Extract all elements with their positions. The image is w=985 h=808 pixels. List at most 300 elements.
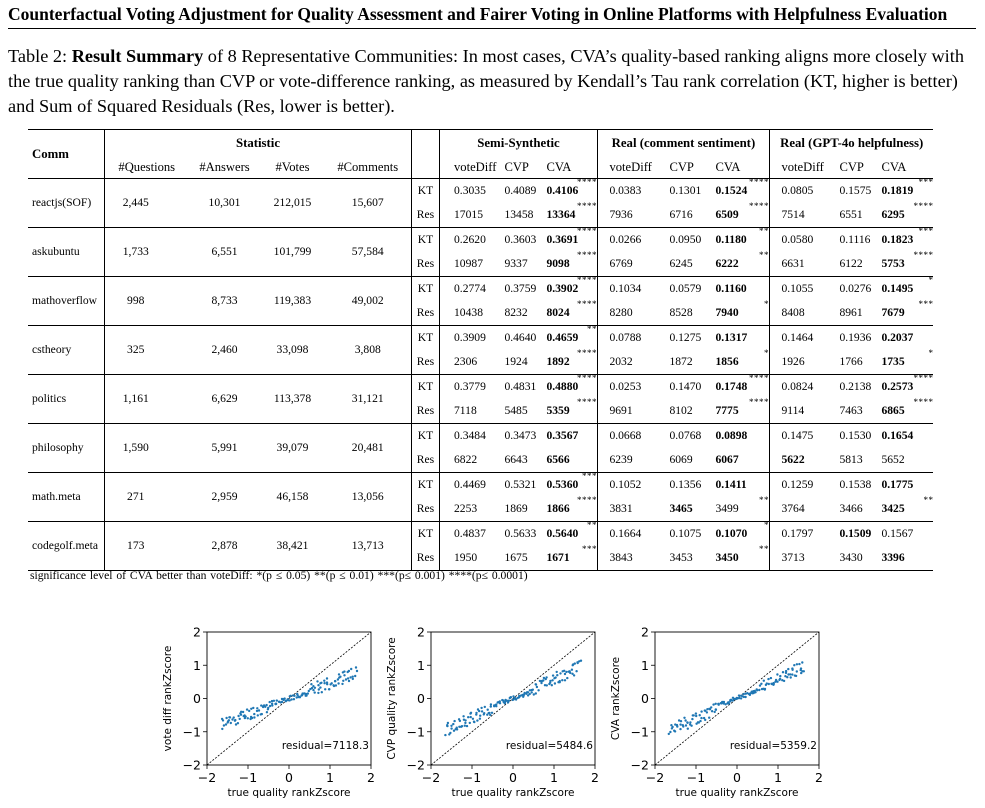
scatter-point	[352, 676, 354, 678]
metric-value: 0.1070	[715, 527, 748, 540]
scatter-point	[283, 697, 285, 699]
metric-value: 6769	[609, 257, 633, 270]
metric-value: 0.1936	[839, 331, 872, 344]
metric-value: 9337	[504, 257, 528, 270]
comm-header: Comm	[28, 130, 105, 179]
stat-cell: 8,733	[211, 294, 238, 307]
x-tick-label: 0	[733, 770, 741, 785]
metric-cell	[609, 301, 661, 326]
metric-cell	[711, 350, 769, 375]
scatter-point	[754, 691, 756, 693]
scatter-point	[743, 693, 745, 695]
metric-value: 7514	[781, 208, 805, 221]
metric-cell	[542, 399, 597, 424]
metric-cell	[661, 473, 711, 498]
metric-cell	[661, 522, 711, 547]
scatter-point	[341, 683, 343, 685]
metric-value: 0.1797	[781, 527, 814, 540]
metric-cell	[440, 252, 497, 277]
stat-cell: 271	[127, 490, 145, 503]
real-gpt-header: Real (GPT-4o helpfulness)	[769, 130, 933, 157]
significance-marker: ****	[576, 397, 597, 407]
scatter-point	[339, 676, 341, 678]
metric-value: 3465	[669, 502, 693, 515]
metric-cell	[661, 228, 711, 253]
significance-marker: ****	[576, 201, 597, 211]
metric-cell	[877, 203, 933, 228]
scatter-point	[319, 686, 321, 688]
scatter-point	[537, 689, 539, 691]
scatter-point	[573, 674, 575, 676]
metric-label: KT	[412, 326, 440, 351]
scatter-point	[756, 689, 758, 691]
metric-cell	[609, 277, 661, 302]
scatter-point	[337, 682, 339, 684]
community-name: codegolf.meta	[28, 522, 105, 571]
scatter-point	[230, 722, 232, 724]
scatter-point	[483, 712, 485, 714]
x-tick-label: 2	[815, 770, 823, 785]
x-tick-label: 0	[285, 770, 293, 785]
scatter-point	[469, 722, 471, 724]
table-row	[28, 375, 933, 400]
metric-value: 0.0579	[669, 282, 702, 295]
metric-value: 0.1567	[881, 527, 914, 540]
community-name: philosophy	[28, 424, 105, 473]
metric-cell	[781, 473, 833, 498]
metric-cell	[661, 399, 711, 424]
metric-cell	[440, 228, 497, 253]
metric-cell	[781, 375, 833, 400]
metric-cell	[877, 497, 933, 522]
scatter-point	[320, 682, 322, 684]
metric-value: 0.0276	[839, 282, 872, 295]
significance-marker: ****	[576, 348, 597, 358]
metric-cell	[711, 424, 769, 449]
stat-cell: 2,878	[211, 539, 238, 552]
scatter-point	[549, 680, 551, 682]
stat-cell: 2,445	[122, 196, 149, 209]
scatter-point	[551, 684, 553, 686]
scatter-point	[545, 676, 547, 678]
scatter-point	[566, 677, 568, 679]
metric-value: 0.1411	[715, 478, 747, 491]
metric-cell	[877, 301, 933, 326]
scatter-point	[484, 706, 486, 708]
metric-cell	[440, 350, 497, 375]
metric-label: Res	[412, 546, 440, 571]
scatter-point	[768, 683, 770, 685]
significance-marker: ****	[576, 275, 597, 285]
stat-cell: 101,799	[273, 245, 312, 258]
scatter-point	[695, 712, 697, 714]
scatter-point	[487, 709, 489, 711]
community-name: askubuntu	[28, 228, 105, 277]
significance-marker: ****	[913, 397, 934, 407]
x-tick-label: −1	[462, 770, 482, 785]
metric-value: 1869	[504, 502, 528, 515]
scatter-point	[334, 680, 336, 682]
significance-marker: **	[758, 226, 769, 236]
stat-cell: 1,733	[122, 245, 149, 258]
scatter-point	[328, 688, 330, 690]
table-row	[28, 277, 933, 302]
scatter-point	[314, 687, 316, 689]
scatter-point	[565, 671, 567, 673]
scatter-point	[674, 730, 676, 732]
y-tick-label: 0	[641, 691, 649, 706]
scatter-point	[314, 691, 316, 693]
scatter-point	[473, 721, 475, 723]
scatter-point	[271, 704, 273, 706]
metric-value: 0.1524	[715, 184, 748, 197]
scatter-point	[760, 683, 762, 685]
scatter-point	[767, 678, 769, 680]
scatter-point	[679, 728, 681, 730]
scatter-point	[791, 669, 793, 671]
scatter-point	[728, 702, 730, 704]
metric-cell	[661, 326, 711, 351]
scatter-point	[801, 661, 803, 663]
scatter-point	[683, 717, 685, 719]
metric-cell	[440, 399, 497, 424]
metric-value: 0.1495	[881, 282, 914, 295]
scatter-point	[252, 707, 254, 709]
metric-label: Res	[412, 301, 440, 326]
metric-value: 1926	[781, 355, 805, 368]
col-header: CVP	[504, 160, 529, 174]
metric-value: 0.4640	[504, 331, 537, 344]
metric-value: 6631	[781, 257, 805, 270]
community-name: mathoverflow	[28, 277, 105, 326]
scatter-point	[269, 705, 271, 707]
scatter-point	[331, 682, 333, 684]
metric-cell	[542, 350, 597, 375]
metric-cell	[609, 522, 661, 547]
scatter-point	[253, 713, 255, 715]
scatter-point	[738, 694, 740, 696]
significance-marker: ****	[576, 373, 597, 383]
metric-cell	[833, 301, 877, 326]
metric-value: 8232	[504, 306, 528, 319]
metric-value: 0.1470	[669, 380, 702, 393]
metric-value: 0.1664	[609, 527, 642, 540]
metric-cell	[711, 546, 769, 571]
metric-value: 6222	[715, 257, 739, 270]
metric-value: 0.1275	[669, 331, 702, 344]
scatter-point	[237, 722, 239, 724]
metric-cell	[781, 228, 833, 253]
scatter-point	[447, 722, 449, 724]
scatter-point	[470, 716, 472, 718]
metric-value: 0.4089	[504, 184, 537, 197]
scatter-point	[763, 680, 765, 682]
metric-value: 0.1654	[881, 429, 914, 442]
metric-value: 7118	[454, 404, 477, 417]
stat-cell: 1,590	[122, 441, 149, 454]
metric-label: KT	[412, 522, 440, 547]
metric-cell	[711, 399, 769, 424]
scatter-point	[480, 707, 482, 709]
metric-value: 8024	[546, 306, 570, 319]
metric-label: KT	[412, 473, 440, 498]
scatter-point	[529, 693, 531, 695]
metric-label: Res	[412, 497, 440, 522]
stat-cell: 46,158	[276, 490, 309, 503]
metric-value: 0.0266	[609, 233, 642, 246]
significance-marker: **	[758, 544, 769, 554]
scatter-point	[564, 673, 566, 675]
scatter-point	[475, 713, 477, 715]
stat-cell: 3,808	[354, 343, 381, 356]
scatter-point	[706, 708, 708, 710]
scatter-point	[273, 700, 275, 702]
metric-cell	[661, 252, 711, 277]
metric-cell	[496, 473, 542, 498]
scatter-point	[490, 703, 492, 705]
scatter-point	[470, 712, 472, 714]
metric-value: 7775	[715, 404, 739, 417]
metric-value: 6509	[715, 208, 739, 221]
col-header: #Answers	[199, 160, 250, 174]
metric-cell	[496, 522, 542, 547]
scatter-point	[222, 719, 224, 721]
metric-value: 0.4659	[546, 331, 579, 344]
scatter-point	[687, 728, 689, 730]
scatter-point	[786, 676, 788, 678]
scatter-point	[491, 712, 493, 714]
community-name: reactjs(SOF)	[28, 179, 105, 228]
stat-cell: 57,584	[351, 245, 384, 258]
caption-text: of 8 Representative Communities: In most cases, CVA’s quality-based ranking aligns more closely with the true quality ranking than CVP or vote-difference ranking, as measured by Kendall’s Tau rank correlation (KT, higher is better) and Sum of Squared Residuals (Res, lower is better).	[8, 46, 964, 116]
scatter-point	[261, 713, 263, 715]
scatter-point	[354, 675, 356, 677]
table-row	[28, 473, 933, 498]
scatter-point	[326, 677, 328, 679]
col-header: CVP	[669, 160, 694, 174]
metric-value: 0.1052	[609, 478, 642, 491]
metric-cell	[711, 252, 769, 277]
scatter-point	[450, 725, 452, 727]
scatter-point	[717, 703, 719, 705]
y-tick-label: −2	[182, 757, 201, 773]
scatter-point	[764, 688, 766, 690]
metric-cell	[609, 546, 661, 571]
scatter-point	[542, 679, 544, 681]
metric-cell	[440, 375, 497, 400]
metric-value: 0.1530	[839, 429, 872, 442]
metric-label: KT	[412, 179, 440, 204]
metric-cell	[661, 350, 711, 375]
metric-cell	[542, 424, 597, 449]
stat-cell: 13,713	[351, 539, 384, 552]
scatter-point	[559, 672, 561, 674]
metric-value: 3450	[715, 551, 739, 564]
stat-cell: 998	[127, 294, 145, 307]
metric-cell	[781, 350, 833, 375]
y-tick-label: −1	[630, 724, 649, 740]
metric-value: 0.1575	[839, 184, 872, 197]
scatter-point	[293, 698, 295, 700]
scatter-point	[239, 718, 241, 720]
scatter-point	[556, 671, 558, 673]
metric-cell	[496, 301, 542, 326]
stat-cell: 49,002	[351, 294, 384, 307]
scatter-plot-3	[610, 625, 823, 800]
scatter-point	[253, 716, 255, 718]
scatter-point	[481, 710, 483, 712]
significance-marker: ****	[913, 373, 934, 383]
scatter-point	[247, 717, 249, 719]
scatter-point	[464, 719, 466, 721]
metric-value: 6822	[454, 453, 478, 466]
scatter-point	[758, 689, 760, 691]
scatter-point	[540, 682, 542, 684]
metric-cell	[609, 350, 661, 375]
scatter-point	[559, 681, 561, 683]
scatter-point	[776, 673, 778, 675]
metric-value: 7936	[609, 208, 633, 221]
y-axis-label: CVP quality rankZscore	[386, 637, 398, 760]
metric-cell	[440, 497, 497, 522]
metric-cell	[661, 448, 711, 473]
metric-cell	[440, 277, 497, 302]
metric-value: 0.0383	[609, 184, 642, 197]
metric-value: 0.1301	[669, 184, 702, 197]
metric-value: 8528	[669, 306, 693, 319]
scatter-point	[450, 727, 452, 729]
metric-value: 0.1509	[839, 527, 872, 540]
significance-marker: *	[928, 348, 934, 358]
real-sentiment-header: Real (comment sentiment)	[597, 130, 769, 157]
scatter-point	[479, 715, 481, 717]
significance-marker: ****	[913, 201, 934, 211]
scatter-point	[317, 684, 319, 686]
significance-marker: ***	[581, 471, 597, 481]
scatter-plots	[0, 600, 985, 808]
metric-value: 0.0768	[669, 429, 702, 442]
scatter-point	[257, 714, 259, 716]
scatter-point	[343, 670, 345, 672]
scatter-point	[554, 682, 556, 684]
metric-cell	[609, 326, 661, 351]
significance-marker: ****	[576, 177, 597, 187]
metric-value: 3713	[781, 551, 805, 564]
y-tick-label: 0	[193, 691, 201, 706]
scatter-point	[234, 719, 236, 721]
scatter-point	[712, 703, 714, 705]
significance-marker: ****	[576, 299, 597, 309]
x-axis-label: true quality rankZscore	[451, 787, 575, 799]
scatter-point	[580, 660, 582, 662]
metric-value: 13458	[504, 208, 534, 221]
scatter-point	[499, 702, 501, 704]
residual-annotation: residual=5484.6	[505, 740, 593, 752]
scatter-point	[246, 708, 248, 710]
metric-value: 3425	[881, 502, 905, 515]
metric-value: 5622	[781, 453, 805, 466]
x-tick-label: 0	[509, 770, 517, 785]
scatter-plot-2	[386, 625, 599, 800]
metric-value: 8408	[781, 306, 805, 319]
metric-cell	[542, 497, 597, 522]
scatter-point	[714, 711, 716, 713]
scatter-point	[256, 707, 258, 709]
scatter-point	[508, 700, 510, 702]
scatter-point	[706, 711, 708, 713]
table-row	[28, 326, 933, 351]
x-tick-label: −2	[645, 770, 665, 785]
scatter-point	[349, 676, 351, 678]
significance-marker: ***	[918, 177, 934, 187]
scatter-point	[779, 675, 781, 677]
col-header: voteDiff	[454, 160, 497, 174]
y-tick-label: −2	[406, 757, 425, 773]
scatter-point	[691, 718, 693, 720]
scatter-point	[318, 688, 320, 690]
metric-cell	[496, 448, 542, 473]
table-row	[28, 179, 933, 204]
metric-cell	[542, 448, 597, 473]
y-tick-label: 2	[641, 624, 649, 640]
metric-value: 2306	[454, 355, 478, 368]
scatter-point	[684, 719, 686, 721]
scatter-point	[335, 684, 337, 686]
metric-label: Res	[412, 203, 440, 228]
scatter-point	[715, 703, 717, 705]
metric-value: 6551	[839, 208, 863, 221]
significance-marker: ****	[576, 250, 597, 260]
table-row	[28, 522, 933, 547]
metric-value: 3430	[839, 551, 863, 564]
metric-cell	[609, 448, 661, 473]
y-tick-label: −1	[406, 724, 425, 740]
y-tick-label: 2	[417, 624, 425, 640]
scatter-point	[348, 680, 350, 682]
metric-value: 7463	[839, 404, 863, 417]
metric-cell	[440, 179, 497, 204]
scatter-point	[685, 724, 687, 726]
metric-cell	[609, 252, 661, 277]
metric-value: 0.3567	[546, 429, 579, 442]
y-tick-label: 1	[417, 657, 425, 673]
scatter-point	[695, 715, 697, 717]
scatter-point	[791, 673, 793, 675]
stat-cell: 10,301	[208, 196, 241, 209]
scatter-point	[293, 695, 295, 697]
caption-prefix: Table 2:	[8, 46, 72, 66]
stat-cell: 1,161	[122, 392, 149, 405]
scatter-point	[343, 674, 345, 676]
scatter-point	[561, 679, 563, 681]
metric-value: 0.0898	[715, 429, 748, 442]
metric-value: 0.1464	[781, 331, 814, 344]
significance-marker: ****	[576, 226, 597, 236]
significance-marker: ****	[748, 373, 769, 383]
scatter-point	[228, 719, 230, 721]
metric-cell	[496, 497, 542, 522]
metric-value: 5813	[839, 453, 863, 466]
scatter-point	[686, 721, 688, 723]
scatter-point	[352, 678, 354, 680]
stat-cell: 5,991	[211, 441, 238, 454]
scatter-point	[699, 714, 701, 716]
scatter-point	[682, 724, 684, 726]
metric-value: 0.1356	[669, 478, 702, 491]
scatter-point	[803, 670, 805, 672]
scatter-point	[552, 674, 554, 676]
metric-value: 0.3603	[504, 233, 537, 246]
